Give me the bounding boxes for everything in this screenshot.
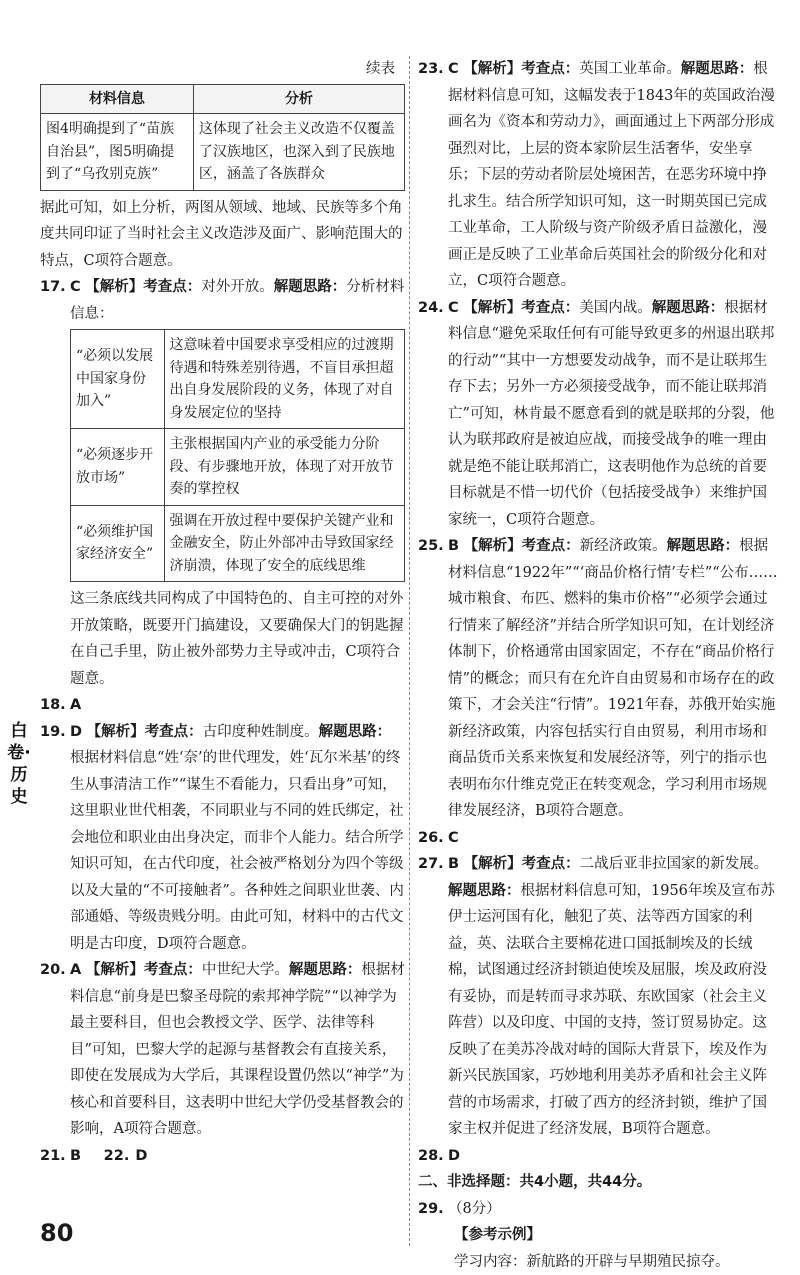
idea-text: 分析材料信息：: [70, 279, 404, 322]
answer: A: [70, 697, 81, 713]
answer: D: [448, 1148, 460, 1164]
kp-text: 新经济政策。: [580, 538, 667, 554]
answer: A: [70, 962, 81, 978]
analysis-text: 根据材料信息“1922年”“‘商品价格行情’专栏”“公布……城市粮食、布匹、燃料的集市价格”“必须学会通过行情来了解经济”并结合所学知识可知，在计划经济体制下，价格通常由国家固定，不存在“商品价格行情”的概念；而只有在允许自由贸易和市场存在的政策下，才会关注“行情”。1921年春，苏俄开始实施新经济政策，内容包括实行自由贸易，利用市场和商品货币关系来恢复和发展经济等，列宁的指示也表明布尔什维克党正在转变观念，学习利用市场规律发展经济，B项符合题意。: [448, 538, 778, 819]
left-column: [40, 56, 405, 1169]
table-header-cell: 材料信息: [41, 85, 194, 114]
analysis-tag: 【解析】: [85, 279, 143, 295]
table-wrap: [40, 329, 405, 692]
analysis-tag: 【解析】: [464, 538, 522, 554]
question-number: 17.: [40, 274, 66, 301]
question-number: 29.: [418, 1196, 444, 1223]
question-number: 23.: [418, 56, 444, 83]
answer: B: [70, 1148, 81, 1164]
table-cell: 强调在开放过程中要保护关键产业和金融安全，防止外部冲击导致国家经济崩溃，体现了安全的底线思维: [164, 505, 404, 582]
question-18: [40, 692, 405, 719]
question-number: 26.: [418, 825, 444, 852]
question-20: [40, 957, 405, 1143]
kp-text: 美国内战。: [579, 300, 652, 316]
question-number: 24.: [418, 295, 444, 322]
question-number: 28.: [418, 1143, 444, 1170]
section-heading: 二、非选择题：共4小题，共44分。: [418, 1169, 780, 1196]
question-26: [418, 825, 780, 852]
question-number: 25.: [418, 533, 444, 560]
column-divider: [409, 56, 410, 1246]
answer: C: [448, 830, 459, 846]
idea-label: 解题思路：: [652, 300, 725, 316]
kp-label: 考查点：: [522, 856, 580, 872]
answer: C: [448, 61, 459, 77]
question-number: 18.: [40, 692, 66, 719]
question-27: [418, 851, 780, 1143]
reference-content: 学习内容：新航路的开辟与早期殖民掠夺。: [418, 1249, 780, 1275]
continued-label: 续表: [40, 56, 405, 82]
kp-text: 古印度种姓制度。: [203, 724, 319, 740]
right-column: [418, 56, 780, 1275]
kp-label: 考查点：: [522, 538, 580, 554]
kp-text: 中世纪大学。: [202, 962, 289, 978]
analysis-text: 根据材料信息可知，这幅发表于1843年的英国政治漫画名为《资本和劳动力》，画面通过上下两部分形成强烈对比，上层的资本家阶层生活奢华，安坐享乐；下层的劳动者阶层处境困苦，在恶劣环境中挣扎求生。结合所学知识可知，这一时期英国已完成工业革命，工人阶级与资产阶级矛盾日益激化，漫画正是反映了工业革命后英国社会的阶级分化和对立，C项符合题意。: [448, 61, 775, 289]
answer: D: [135, 1148, 147, 1164]
answer: C: [448, 300, 459, 316]
table-cell: “必须维护国家经济安全”: [71, 505, 165, 582]
idea-label: 解题思路：: [289, 962, 362, 978]
analysis-table-1: [40, 84, 405, 191]
table-cell: 主张根据国内产业的承受能力分阶段、有步骤地开放，体现了对开放节奏的掌控权: [164, 429, 404, 506]
idea-label: 解题思路：: [319, 724, 392, 740]
table-row: [71, 429, 405, 506]
table-header-row: [41, 85, 405, 114]
question-23: [418, 56, 780, 295]
kp-text: 对外开放。: [201, 279, 274, 295]
question-number: 27.: [418, 851, 444, 878]
table-row: [71, 330, 405, 429]
table-header-cell: 分析: [193, 85, 404, 114]
table-cell: 这体现了社会主义改造不仅覆盖了汉族地区，也深入到了民族地区，涵盖了各族群众: [193, 114, 404, 191]
idea-label: 解题思路：: [274, 279, 347, 295]
table-row: [71, 505, 405, 582]
table-cell: 图4明确提到了“苗族自治县”，图5明确提到了“乌孜别克族”: [41, 114, 194, 191]
analysis-text: 根据材料信息可知，1956年埃及宣布苏伊士运河国有化，触犯了英、法等西方国家的利益，英、法联合主要棉花进口国抵制埃及的长绒棉，试图通过经济封锁迫使埃及屈服，埃及政府没有妥协，而是转而寻求苏联、东欧国家（社会主义阵营）以及印度、中国的支持，签订贸易协定。这反映了在美苏冷战对峙的国际大背景下，埃及作为新兴民族国家，巧妙地利用美苏矛盾和社会主义阵营的市场需求，打破了西方的经济封锁，维护了国家主权并促进了经济发展，B项符合题意。: [448, 883, 775, 1138]
idea-label: 解题思路：: [681, 61, 754, 77]
question-17: [40, 274, 405, 327]
kp-label: 考查点：: [145, 724, 203, 740]
question-28: [418, 1143, 780, 1170]
reference-label: 【参考示例】: [418, 1222, 780, 1249]
analysis-text: 根据材料信息“姓‘奈’的世代理发，姓‘瓦尔米基’的终生从事清洁工作”“谋生不看能力，只看出身”可知，这里职业世代相袭，不同职业与不同的姓氏绑定，社会地位和职业由出身决定，而非个人能力。结合所学知识可知，在古代印度，社会被严格划分为四个等级以及大量的“不可接触者”。各种姓之间职业世袭、内部通婚、等级贵贱分明。由此可知，材料中的古代文明是古印度，D项符合题意。: [70, 750, 404, 952]
analysis-table-2: [70, 329, 405, 582]
answer: B: [448, 538, 459, 554]
kp-label: 考查点：: [144, 962, 202, 978]
score: （8分）: [448, 1201, 501, 1217]
table-cell: 这意味着中国要求享受相应的过渡期待遇和特殊差别待遇，不盲目承担超出自身发展阶段的义务，体现了对自身发展定位的坚持: [164, 330, 404, 429]
question-25: [418, 533, 780, 825]
analysis-text: 根据材料信息“避免采取任何有可能导致更多的州退出联邦的行动”“其中一方想要发动战争，而不是让联邦生存下去；另外一方必须接受战争，而不能让联邦消亡”可知，林肯最不愿意看到的就是联邦的分裂，他认为联邦政府是被迫应战，而接受战争的唯一理由就是绝不能让联邦消亡，这表明他作为总统的首要目标就是不惜一切代价（包括接受战争）来维护国家统一，C项符合题意。: [448, 300, 774, 528]
question-21-22: [40, 1143, 405, 1170]
idea-label: 解题思路：: [667, 538, 740, 554]
table-cell: “必须逐步开放市场”: [71, 429, 165, 506]
question-19: [40, 719, 405, 958]
table-row: [41, 114, 405, 191]
kp-label: 考查点：: [521, 61, 579, 77]
question-number: 22.: [104, 1148, 130, 1164]
idea-label: 解题思路：: [448, 883, 521, 899]
question-number: 20.: [40, 957, 66, 984]
question-29: [418, 1196, 780, 1223]
paragraph: 据此可知，如上分析，两图从领域、地域、民族等多个角度共同印证了当时社会主义改造涉及面广、影响范围大的特点，C项符合题意。: [40, 195, 405, 275]
side-label: 白卷·历史: [6, 720, 32, 808]
page-number: 80: [40, 1218, 73, 1248]
kp-label: 考查点：: [521, 300, 579, 316]
analysis-tag: 【解析】: [86, 962, 144, 978]
answer: C: [70, 279, 81, 295]
analysis-tag: 【解析】: [87, 724, 145, 740]
paragraph: 这三条底线共同构成了中国特色的、自主可控的对外开放策略，既要开门搞建设，又要确保大门的钥匙握在自己手里，防止被外部势力主导或冲击，C项符合题意。: [70, 586, 405, 692]
answer: B: [448, 856, 459, 872]
question-number: 19.: [40, 719, 66, 746]
table-cell: “必须以发展中国家身份加入”: [71, 330, 165, 429]
kp-label: 考查点：: [143, 279, 201, 295]
question-number: 21.: [40, 1143, 66, 1170]
analysis-tag: 【解析】: [464, 856, 522, 872]
question-24: [418, 295, 780, 534]
answer: D: [70, 724, 82, 740]
analysis-tag: 【解析】: [463, 61, 521, 77]
kp-text: 二战后亚非拉国家的新发展。: [580, 856, 769, 872]
analysis-text: 根据材料信息“前身是巴黎圣母院的索邦神学院”“以神学为最主要科目，但也会教授文学、医学、法律等科目”可知，巴黎大学的起源与基督教会有直接关系，即使在发展成为大学后，其课程设置仍然以“神学”为核心和首要科目，这表明中世纪大学仍受基督教会的影响，A项符合题意。: [70, 962, 405, 1137]
analysis-tag: 【解析】: [463, 300, 521, 316]
kp-text: 英国工业革命。: [579, 61, 681, 77]
